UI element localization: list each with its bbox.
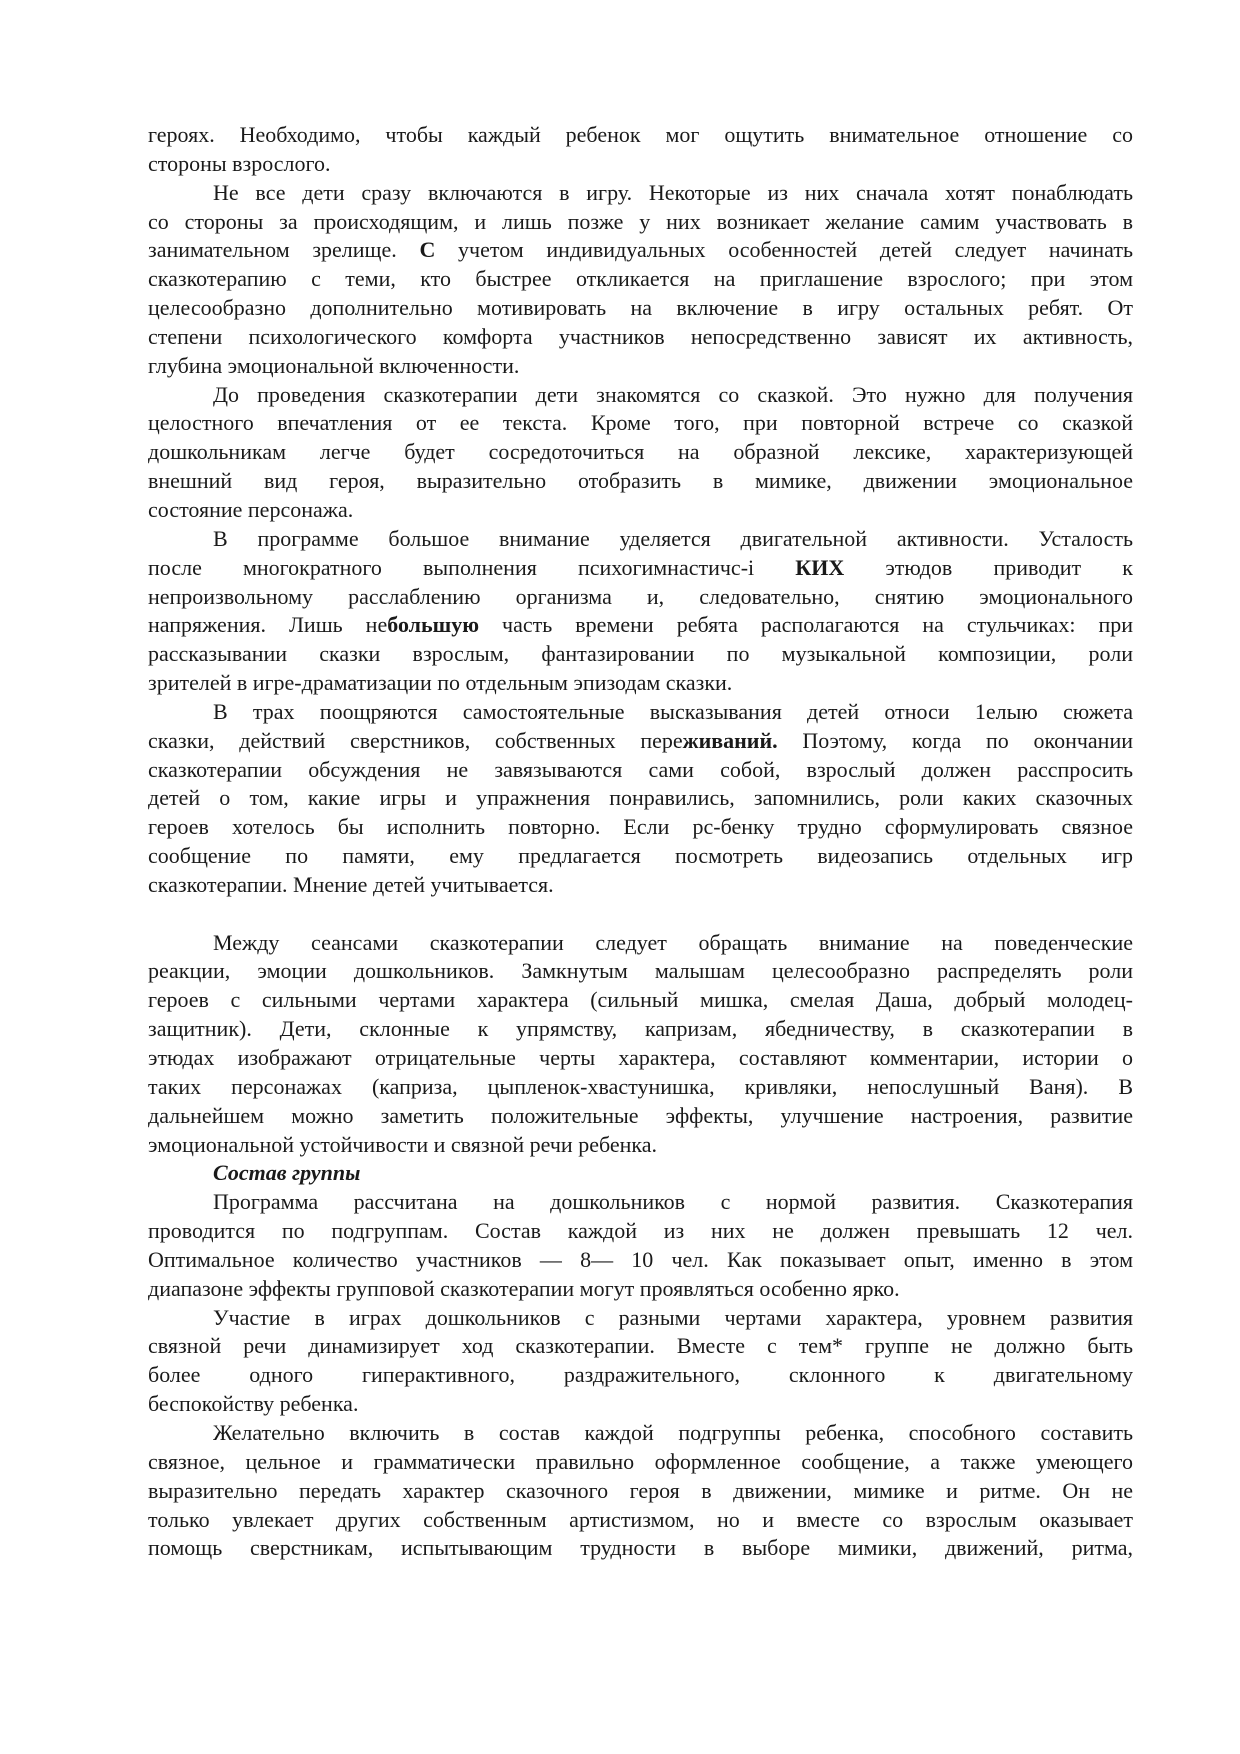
paragraph bbox=[148, 698, 1133, 900]
text-run: зрителей в игре-драматизации по отдельным эпизодам сказки. bbox=[148, 670, 733, 696]
text-line bbox=[148, 525, 1133, 554]
text-line bbox=[148, 1044, 1133, 1073]
text-line bbox=[148, 640, 1133, 669]
text-line bbox=[148, 957, 1133, 986]
text-run: Участие в играх дошкольников с разными чертами характера, уровнем развития bbox=[213, 1304, 1133, 1330]
text-run: диапазоне эффекты групповой сказкотерапии могут проявляться особенно ярко. bbox=[148, 1275, 900, 1301]
text-run: сказкотерапию с теми, кто быстрее откликается на приглашение взрослого; при этом bbox=[148, 266, 1133, 292]
text-line bbox=[148, 150, 1133, 179]
text-line bbox=[148, 784, 1133, 813]
text-line bbox=[148, 467, 1133, 496]
text-run: героях. Необходимо, чтобы каждый ребенок мог ощутить внимательное отношение со bbox=[148, 122, 1133, 147]
text-run: после многократного выполнения психогимнастичс-і bbox=[148, 554, 796, 580]
paragraph bbox=[148, 179, 1133, 381]
text-run: героев хотелось бы исполнить повторно. Если рс-бенку трудно сформулировать связное bbox=[148, 814, 1133, 840]
text-run: занимательном зрелище. bbox=[148, 237, 420, 263]
text-run: беспокойству ребенка. bbox=[148, 1391, 359, 1417]
text-line bbox=[148, 294, 1133, 323]
text-line bbox=[148, 409, 1133, 438]
text-line bbox=[148, 611, 1133, 640]
text-line bbox=[148, 381, 1133, 410]
text-line bbox=[148, 871, 1133, 900]
text-run: сказкотерапии обсуждения не завязываются сами собой, взрослый должен расспросить bbox=[148, 756, 1133, 782]
text-line bbox=[148, 1332, 1133, 1361]
text-run: более одного гиперактивного, раздражительного, склонного к двигательному bbox=[148, 1362, 1133, 1388]
text-line bbox=[148, 756, 1133, 785]
paragraph bbox=[148, 1188, 1133, 1303]
text-line bbox=[148, 1419, 1133, 1448]
text-run: целесообразно дополнительно мотивировать на включение в игру остальных ребят. От bbox=[148, 295, 1133, 321]
text-line bbox=[148, 698, 1133, 727]
text-line bbox=[148, 121, 1133, 150]
text-run: В программе большое внимание уделяется двигательной активности. Усталость bbox=[213, 525, 1133, 551]
text-line bbox=[148, 179, 1133, 208]
text-line bbox=[148, 1534, 1133, 1563]
text-line bbox=[148, 1102, 1133, 1131]
emphasized-text: С bbox=[419, 237, 436, 263]
text-run: Поэтому, когда по окончании bbox=[777, 727, 1133, 753]
text-run: Программа рассчитана на дошкольников с нормой развития. Сказкотерапия bbox=[213, 1189, 1133, 1215]
text-run: помощь сверстникам, испытывающим трудности в выборе мимики, движений, ритма, bbox=[148, 1535, 1133, 1561]
text-run: глубина эмоциональной включенности. bbox=[148, 352, 520, 378]
paragraph bbox=[148, 1419, 1133, 1563]
text-run: состояние персонажа. bbox=[148, 496, 354, 522]
text-line bbox=[148, 1073, 1133, 1102]
text-line bbox=[148, 986, 1133, 1015]
text-run: До проведения сказкотерапии дети знакомятся со сказкой. Это нужно для получения bbox=[213, 381, 1133, 407]
document-page bbox=[148, 121, 1133, 1563]
text-run: целостного впечатления от ее текста. Кроме того, при повторной встрече со сказкой bbox=[148, 410, 1133, 436]
text-line bbox=[148, 1246, 1133, 1275]
emphasized-text: Состав группы bbox=[213, 1160, 361, 1186]
paragraph bbox=[148, 381, 1133, 525]
text-run: внешний вид героя, выразительно отобразить в мимике, движении эмоциональное bbox=[148, 468, 1133, 494]
text-line bbox=[148, 236, 1133, 265]
text-line bbox=[148, 438, 1133, 467]
text-run: защитник). Дети, склонные к упрямству, капризам, ябедничеству, в сказкотерапии в bbox=[148, 1016, 1133, 1042]
text-run: сообщение по памяти, ему предлагается посмотреть видеозапись отдельных игр bbox=[148, 843, 1133, 869]
text-line bbox=[148, 1361, 1133, 1390]
emphasized-text: живаний. bbox=[682, 727, 778, 753]
text-run: сказкотерапии. Мнение детей учитывается. bbox=[148, 871, 554, 897]
text-run: часть времени ребята располагаются на стульчиках: при bbox=[479, 612, 1133, 638]
blank-line bbox=[148, 900, 1133, 929]
text-run: связной речи динамизирует ход сказкотерапии. Вместе с тем* группе не должно быть bbox=[148, 1333, 1133, 1359]
text-run: выразительно передать характер сказочного героя в движении, мимике и ритме. Он не bbox=[148, 1477, 1133, 1503]
text-run: напряжения. Лишь не bbox=[148, 612, 388, 638]
text-line bbox=[148, 929, 1133, 958]
text-run: Желательно включить в состав каждой подгруппы ребенка, способного составить bbox=[213, 1419, 1133, 1445]
emphasized-text: большую bbox=[387, 612, 480, 638]
text-run: детей о том, какие игры и упражнения понравились, запомнились, роли каких сказочных bbox=[148, 785, 1133, 811]
text-run: дошкольникам легче будет сосредоточиться на образной лексике, характеризующей bbox=[148, 439, 1133, 465]
text-run: только увлекает других собственным артистизмом, но и вместе со взрослым оказывает bbox=[148, 1506, 1133, 1532]
text-line bbox=[148, 208, 1133, 237]
text-run: этюдов приводит к bbox=[844, 554, 1133, 580]
text-line bbox=[148, 1015, 1133, 1044]
text-run: стороны взрослого. bbox=[148, 150, 331, 176]
section-heading bbox=[148, 1159, 1133, 1188]
text-run: сказки, действий сверстников, собственных пере bbox=[148, 727, 683, 753]
paragraph bbox=[148, 929, 1133, 1160]
text-line bbox=[148, 1131, 1133, 1160]
text-run: героев с сильными чертами характера (сильный мишка, смелая Даша, добрый молодец- bbox=[148, 987, 1133, 1013]
paragraph bbox=[148, 1304, 1133, 1419]
text-line bbox=[148, 1188, 1133, 1217]
text-line bbox=[148, 813, 1133, 842]
text-line bbox=[148, 352, 1133, 381]
text-line bbox=[148, 265, 1133, 294]
text-run: дальнейшем можно заметить положительные эффекты, улучшение настроения, развитие bbox=[148, 1102, 1133, 1128]
text-line bbox=[148, 669, 1133, 698]
text-line bbox=[148, 1506, 1133, 1535]
emphasized-text: КИХ bbox=[795, 554, 845, 580]
text-run: со стороны за происходящим, и лишь позже у них возникает желание самим участвовать в bbox=[148, 208, 1133, 234]
text-line bbox=[148, 1304, 1133, 1333]
text-line bbox=[148, 727, 1133, 756]
text-line bbox=[148, 583, 1133, 612]
paragraph bbox=[148, 525, 1133, 698]
text-line bbox=[148, 1159, 1133, 1188]
text-line bbox=[148, 1448, 1133, 1477]
paragraph bbox=[148, 121, 1133, 179]
text-run: Оптимальное количество участников — 8— 10 чел. Как показывает опыт, именно в этом bbox=[148, 1246, 1133, 1272]
text-run: рассказывании сказки взрослым, фантазировании по музыкальной композиции, роли bbox=[148, 641, 1133, 667]
text-run: этюдах изображают отрицательные черты характера, составляют комментарии, истории о bbox=[148, 1045, 1133, 1070]
text-run: реакции, эмоции дошкольников. Замкнутым малышам целесообразно распределять роли bbox=[148, 958, 1133, 984]
text-line bbox=[148, 1275, 1133, 1304]
text-run: эмоциональной устойчивости и связной речи ребенка. bbox=[148, 1131, 658, 1157]
text-run: Не все дети сразу включаются в игру. Некоторые из них сначала хотят понаблюдать bbox=[213, 179, 1133, 205]
text-line bbox=[148, 842, 1133, 871]
text-run: степени психологического комфорта участников непосредственно зависят их активность, bbox=[148, 323, 1133, 349]
text-run: непроизвольному расслаблению организма и, следовательно, снятию эмоционального bbox=[148, 583, 1133, 609]
text-run: Между сеансами сказкотерапии следует обращать внимание на поведенческие bbox=[213, 929, 1133, 955]
text-run: учетом индивидуальных особенностей детей следует начинать bbox=[435, 237, 1133, 263]
text-run: связное, цельное и грамматически правильно оформленное сообщение, а также умеющего bbox=[148, 1448, 1133, 1474]
text-line bbox=[148, 1217, 1133, 1246]
text-run: В трах поощряются самостоятельные высказывания детей относи 1елыю сюжета bbox=[213, 698, 1133, 724]
text-line bbox=[148, 1477, 1133, 1506]
text-line bbox=[148, 323, 1133, 352]
text-run: таких персонажах (каприза, цыпленок-хвастунишка, кривляки, непослушный Ваня). В bbox=[148, 1073, 1133, 1099]
text-line bbox=[148, 496, 1133, 525]
text-run: проводится по подгруппам. Состав каждой из них не должен превышать 12 чел. bbox=[148, 1218, 1133, 1244]
text-line bbox=[148, 554, 1133, 583]
text-line bbox=[148, 1390, 1133, 1419]
